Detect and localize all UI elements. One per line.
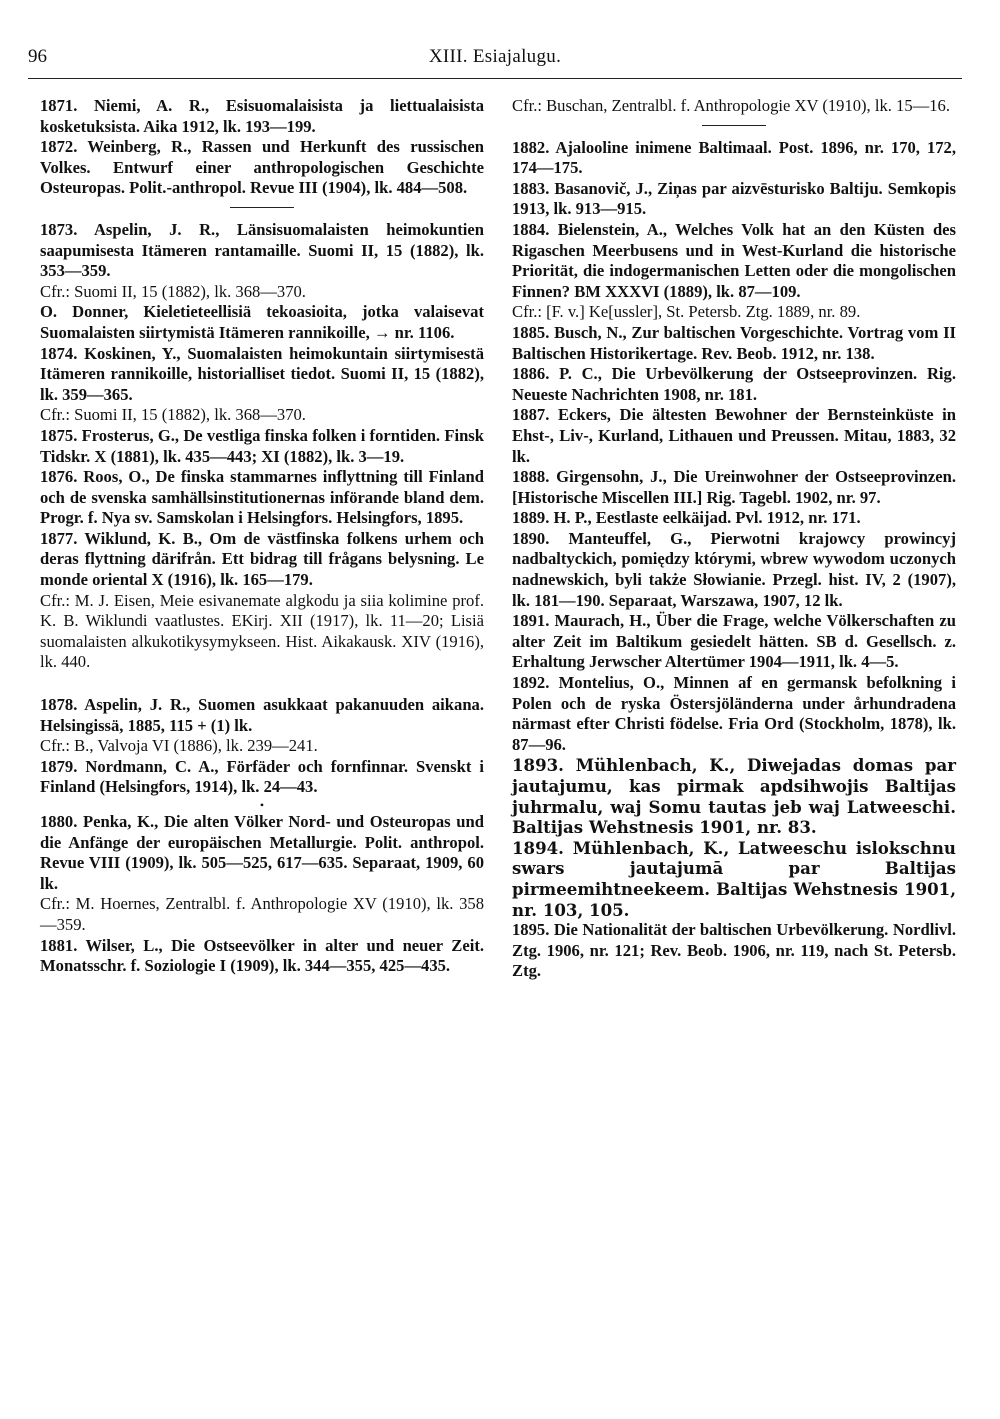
bibliography-entry: 1890. Manteuffel, G., Pierwotni krajowcy prowincyj nadbaltyckich, pomiędzy którymi, wbrew wywodom uczonych nadnewskich, byli także Słowianie. Przegl. hist. IV, 2 (1907), lk. 181—190. Separaat, Warszawa, 1907, 12 lk. <box>512 528 956 610</box>
section-dot: • <box>259 798 265 812</box>
bibliography-entry: 1883. Basanovič, J., Ziņas par aizvēsturisko Baltiju. Semkopis 1913, lk. 913—915. <box>512 178 956 219</box>
bibliography-entry: 1889. H. P., Eestlaste eelkäijad. Pvl. 1912, nr. 171. <box>512 508 861 528</box>
running-title: XIII. Esiajalugu. <box>428 46 562 67</box>
page-number: 96 <box>28 46 47 67</box>
bibliography-entry: 1885. Busch, N., Zur baltischen Vorgeschichte. Vortrag vom II Baltischen Historikertage. Rev. Beob. 1912, nr. 138. <box>512 322 956 363</box>
bibliography-entry: 1874. Koskinen, Y., Suomalaisten heimokuntain siirtymisestä Itämeren rannikoille, historialliset tiedot. Suomi II, 15 (1882), lk. 359—365. <box>40 343 484 404</box>
bibliography-entry: 1884. Bielenstein, A., Welches Volk hat an den Küsten des Rigaschen Meerbusens und in West-Kurland die historische Priorität, die indogermanischen Letten oder die mongolischen Finnen? BM XXXVI (1889), lk. 87—109. <box>512 219 956 301</box>
section-separator <box>230 207 294 208</box>
bibliography-entry: 1881. Wilser, L., Die Ostseevölker in alter und neuer Zeit. Monatsschr. f. Soziologie I (1909), lk. 344—355, 425—435. <box>40 935 484 976</box>
cross-reference: Cfr.: [F. v.] Ke[ussler], St. Petersb. Ztg. 1889, nr. 89. <box>512 302 861 322</box>
bibliography-entry: 1880. Penka, K., Die alten Völker Nord- und Osteuropas und die Anfänge der europäischen Metallurgie. Polit. anthropol. Revue VIII (1909), lk. 505—525, 617—635. Separaat, 1909, 60 lk. <box>40 812 484 893</box>
bibliography-entry-fraktur: 1893. Mühlenbach, K., Diwejadas domas par jautajumu, kas pirmak apdsihwojis Baltijas juhrmalu, waj Somu tautas jeb waj Latweeschi. Baltijas Wehstnesis 1901, nr. 83. <box>512 755 956 838</box>
cross-reference: Cfr.: M. J. Eisen, Meie esivanemate algkodu ja siia kolimine prof. K. B. Wiklundi vaatlustes. EKirj. XII (1917), lk. 11—20; Lisiä suomalaisten alkukotikysymykseen. Hist. Aikakausk. XIV (1916), lk. 440. <box>40 590 484 672</box>
left-column <box>40 96 484 977</box>
cross-reference: Cfr.: B., Valvoja VI (1886), lk. 239—241. <box>40 736 318 756</box>
bibliography-entry: 1872. Weinberg, R., Rassen und Herkunft des russischen Volkes. Entwurf einer anthropologischen Geschichte Osteuropas. Polit.-anthropol. Revue III (1904), lk. 484—508. <box>40 137 484 198</box>
cross-reference: Cfr.: Buschan, Zentralbl. f. Anthropologie XV (1910), lk. 15—16. <box>512 96 950 115</box>
bibliography-entry: 1888. Girgensohn, J., Die Ureinwohner der Ostseeprovinzen. [Historische Miscellen III.] Rig. Tagebl. 1902, nr. 97. <box>512 467 956 507</box>
header-rule <box>28 78 962 79</box>
bibliography-entry: 1875. Frosterus, G., De vestliga finska folken i forntiden. Finsk Tidskr. X (1881), lk. 435—443; XI (1882), lk. 3—19. <box>40 425 484 466</box>
bibliography-entry: 1878. Aspelin, J. R., Suomen asukkaat pakanuuden aikana. Helsingissä, 1885, 115 + (1) lk. <box>40 695 484 735</box>
cross-reference: Cfr.: Suomi II, 15 (1882), lk. 368—370. <box>40 405 306 425</box>
page-header <box>28 46 962 74</box>
bibliography-entry: O. Donner, Kieletieteellisiä tekoasioita, jotka valaisevat Suomalaisten siirtymistä Itämeren rannikoille, → nr. 1106. <box>40 302 484 342</box>
bibliography-entry: 1892. Montelius, O., Minnen af en germansk befolkning i Polen och de ryska Östersjöländerna under århundradena närmast efter Christi födelse. Fria Ord (Stockholm, 1878), lk. 87—96. <box>512 673 956 754</box>
bibliography-entry: 1873. Aspelin, J. R., Länsisuomalaisten heimokuntien saapumisesta Itämeren rantamaille. Suomi II, 15 (1882), lk. 353—359. <box>40 219 484 281</box>
cross-reference: Cfr.: Suomi II, 15 (1882), lk. 368—370. <box>40 281 306 301</box>
bibliography-entry: 1886. P. C., Die Urbevölkerung der Ostseeprovinzen. Rig. Neueste Nachrichten 1908, nr. 181. <box>512 364 956 404</box>
right-column <box>512 96 956 982</box>
bibliography-entry: 1882. Ajalooline inimene Baltimaal. Post. 1896, nr. 170, 172, 174—175. <box>512 137 956 178</box>
bibliography-entry: 1891. Maurach, H., Über die Frage, welche Völkerschaften zu alter Zeit im Baltikum gesiedelt hätten. SB d. Gesellsch. z. Erhaltung Jerwscher Altertümer 1904—1911, lk. 4—5. <box>512 611 956 672</box>
cross-reference: Cfr.: M. Hoernes, Zentralbl. f. Anthropologie XV (1910), lk. 358—359. <box>40 894 484 934</box>
section-gap <box>40 673 484 695</box>
section-separator <box>702 125 766 126</box>
bibliography-entry: 1877. Wiklund, K. B., Om de västfinska folkens urhem och deras flyttning därifrån. Ett bidrag till frågans belysning. Le monde oriental X (1916), lk. 165—179. <box>40 528 484 590</box>
bibliography-entry: 1879. Nordmann, C. A., Förfäder och fornfinnar. Svenskt i Finland (Helsingfors, 1914), lk. 24—43. <box>40 756 484 797</box>
bibliography-entry: 1895. Die Nationalität der baltischen Urbevölkerung. Nordlivl. Ztg. 1906, nr. 121; Rev. Beob. 1906, nr. 119, nach St. Petersb. Ztg. <box>512 920 956 981</box>
bibliography-entry: 1871. Niemi, A. R., Esisuomalaisista ja liettualaisista kosketuksista. Aika 1912, lk. 193—199. <box>40 96 484 136</box>
bibliography-entry: 1876. Roos, O., De finska stammarnes inflyttning till Finland och de svenska samhällsinstitutionernas införande bland dem. Progr. f. Nya sv. Samskolan i Helsingfors. Helsingfors, 1895. <box>40 467 484 528</box>
bibliography-entry: 1887. Eckers, Die ältesten Bewohner der Bernsteinküste in Ehst-, Liv-, Kurland, Lithauen und Preussen. Mitau, 1883, 32 lk. <box>512 405 956 466</box>
bibliography-entry-fraktur: 1894. Mühlenbach, K., Latweeschu islokschnu swars jautajumā par Baltijas pirmeemihtneekeem. Baltijas Wehstnesis 1901, nr. 103, 105. <box>512 837 956 920</box>
